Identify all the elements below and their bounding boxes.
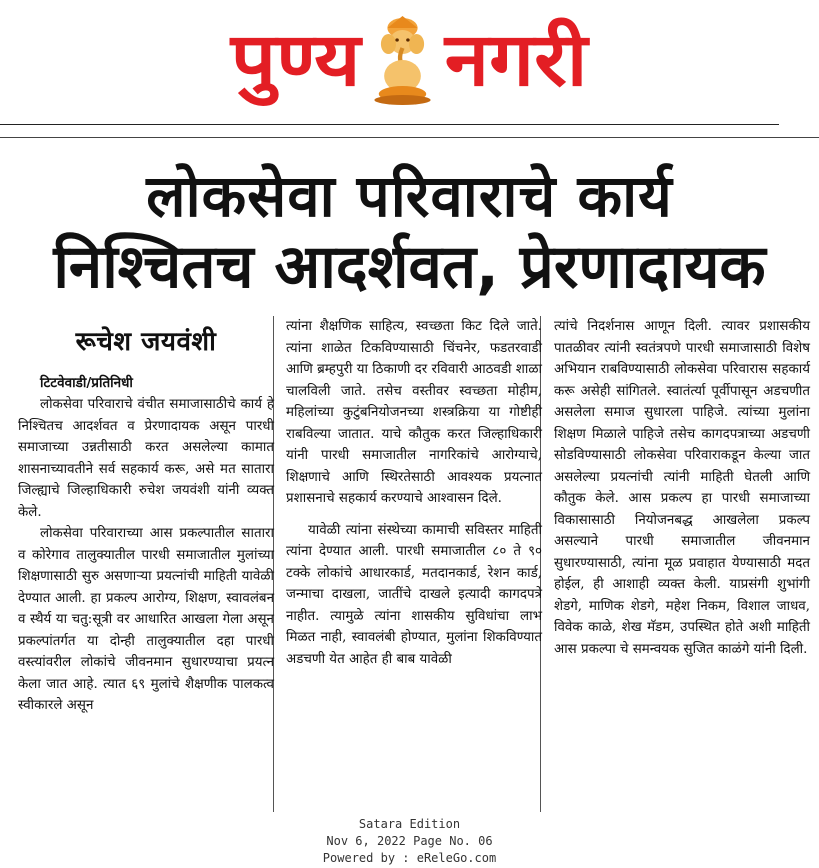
logo-word-right: नगरी — [445, 17, 588, 103]
paragraph: लोकसेवा परिवाराच्या आस प्रकल्पातील सातारा व कोरेगाव तालुक्यातील पारधी समाजातील मुलांच्या शिक्षणासाठी सुरु असणाऱ्या प्रयत्नांची माहिती यावेळी देण्यात आली. हा प्रकल्प आरोग्य, शिक्षण, स्वावलंबन व स्थैर्य या चतु:सूत्री वर आधारित आखला गेला असून प्रकल्पांतर्गत या दोन्ही तालुक्यातील दहा पारधी वस्त्यांवरील लोकांचे जीवनमान सुधारण्याचा प्रयत्न केला जात आहे. त्यात ६९ मुलांचे शैक्षणीक पालकत्व स्वीकारले असून — [18, 526, 274, 713]
article-column-2 — [286, 316, 542, 816]
article-column-1 — [18, 316, 274, 816]
article-column-3 — [554, 316, 810, 816]
page-divider — [0, 137, 819, 138]
ganesha-icon — [372, 14, 435, 106]
byline: रूचेश जयवंशी — [75, 327, 217, 357]
edition-date-page: Nov 6, 2022 Page No. 06 — [326, 834, 493, 848]
paragraph: त्यांना शैक्षणिक साहित्य, स्वच्छता किट दिले जाते. त्यांना शाळेत टिकविण्यासाठी चिंचनेर, फडतरवाडी आणि ब्रम्हपुरी या ठिकाणी दर रविवारी आठवडी शाळा चालविली जाते. तसेच वस्तीवर स्वच्छता मोहीम, महिलांच्या कुटुंबनियोजनच्या शस्त्रक्रिया या गोष्टीही राबविल्या जातात. याचे कौतुक करत जिल्हाधिकारी यांनी पारधी समाजातील नागरिकांचे आरोग्याचे, शिक्षणाचे आणि स्थिरतेसाठी आवश्यक प्रयत्नात प्रशासनाचे सहकार्य करण्याचे आश्वासन दिले. — [286, 319, 542, 506]
newspaper-logo — [231, 14, 588, 106]
logo-word-left: पुण्य — [231, 17, 361, 103]
masthead — [0, 0, 819, 120]
paragraph: त्यांचे निदर्शनास आणून दिली. त्यावर प्रशासकीय पातळीवर त्यांनी स्वतंत्रपणे पारधी समाजासाठी विशेष अभियान राबविण्यासाठी लोकसेवा परिवारास सहकार्य करू असेही सांगितले. स्वातंर्त्या पूर्वीपासून अडचणीत असलेला समाज सुधारला पाहिजे. त्यांच्या मुलांना शिक्षण मिळाले पाहिजे तसेच कागदपत्राच्या अडचणी सोडविण्यासाठी लोकसेवा परिवाराकडून केल्या जात असलेल्या प्रयत्नांची त्यांनी माहिती घेतली आणि कौतुक केले. आस प्रकल्प हा पारधी समाजाच्या विकासासाठी नियोजनबद्ध आखलेला प्रकल्प असल्याने पारधी समाजातील जीवनमान सुधारण्यासाठी, त्यांना मूळ प्रवाहात येण्यासाठी मदत होईल, ही आशाही व्यक्त केली. याप्रसंगी शुभांगी शेडगे, माणिक शेडगे, महेश निकम, विशाल जाधव, विवेक काळे, शेख मॅडम, उपस्थित होते अशी माहिती आस प्रकल्पा चे समन्वयक सुजित काळंगे यांनी दिली. — [554, 319, 810, 657]
headline-line-1: लोकसेवा परिवाराचे कार्य — [146, 162, 673, 230]
paragraph: यावेळी त्यांना संस्थेच्या कामाची सविस्तर माहिती त्यांना देण्यात आली. पारधी समाजातील ८० ते ९० टक्के लोकांचे आधारकार्ड, मतदानकार्ड, रेशन कार्ड, जन्माचा दाखला, जातींचे दाखले इत्यादी कागदपत्रे नाहीत. त्यामुळे त्यांना शासकीय सुविधांचा लाभ मिळत नाही, स्वावलंबी होण्यात, मुलांना शिकविण्यात अडचणी येत आहेत ही बाब यावेळी — [286, 522, 542, 667]
edition-name: Satara Edition — [358, 817, 461, 831]
paragraph: लोकसेवा परिवाराचे वंचीत समाजासाठीचे कार्य हे निश्चितच आदर्शवत व प्रेरणादायक असून पारधी समाजाच्या उन्नतीसाठी करत असलेल्या कामात शासनाच्यावतीने सर्व सहकार्य करू, असे मत सातारा जिल्ह्याचे जिल्हाधिकारी रुचेश जयवंशी यांनी व्यक्त केले. — [18, 397, 274, 520]
dateline: टिटवेवाडी/प्रतिनिधी — [40, 375, 133, 391]
article-body — [18, 316, 813, 816]
masthead-divider — [0, 124, 779, 125]
headline-line-2: निश्चितच आदर्शवत, प्रेरणादायक — [53, 232, 766, 302]
edition-footer — [0, 816, 819, 867]
powered-by-link[interactable]: Powered by : eReleGo.com — [322, 851, 497, 865]
article-headline — [0, 160, 819, 304]
